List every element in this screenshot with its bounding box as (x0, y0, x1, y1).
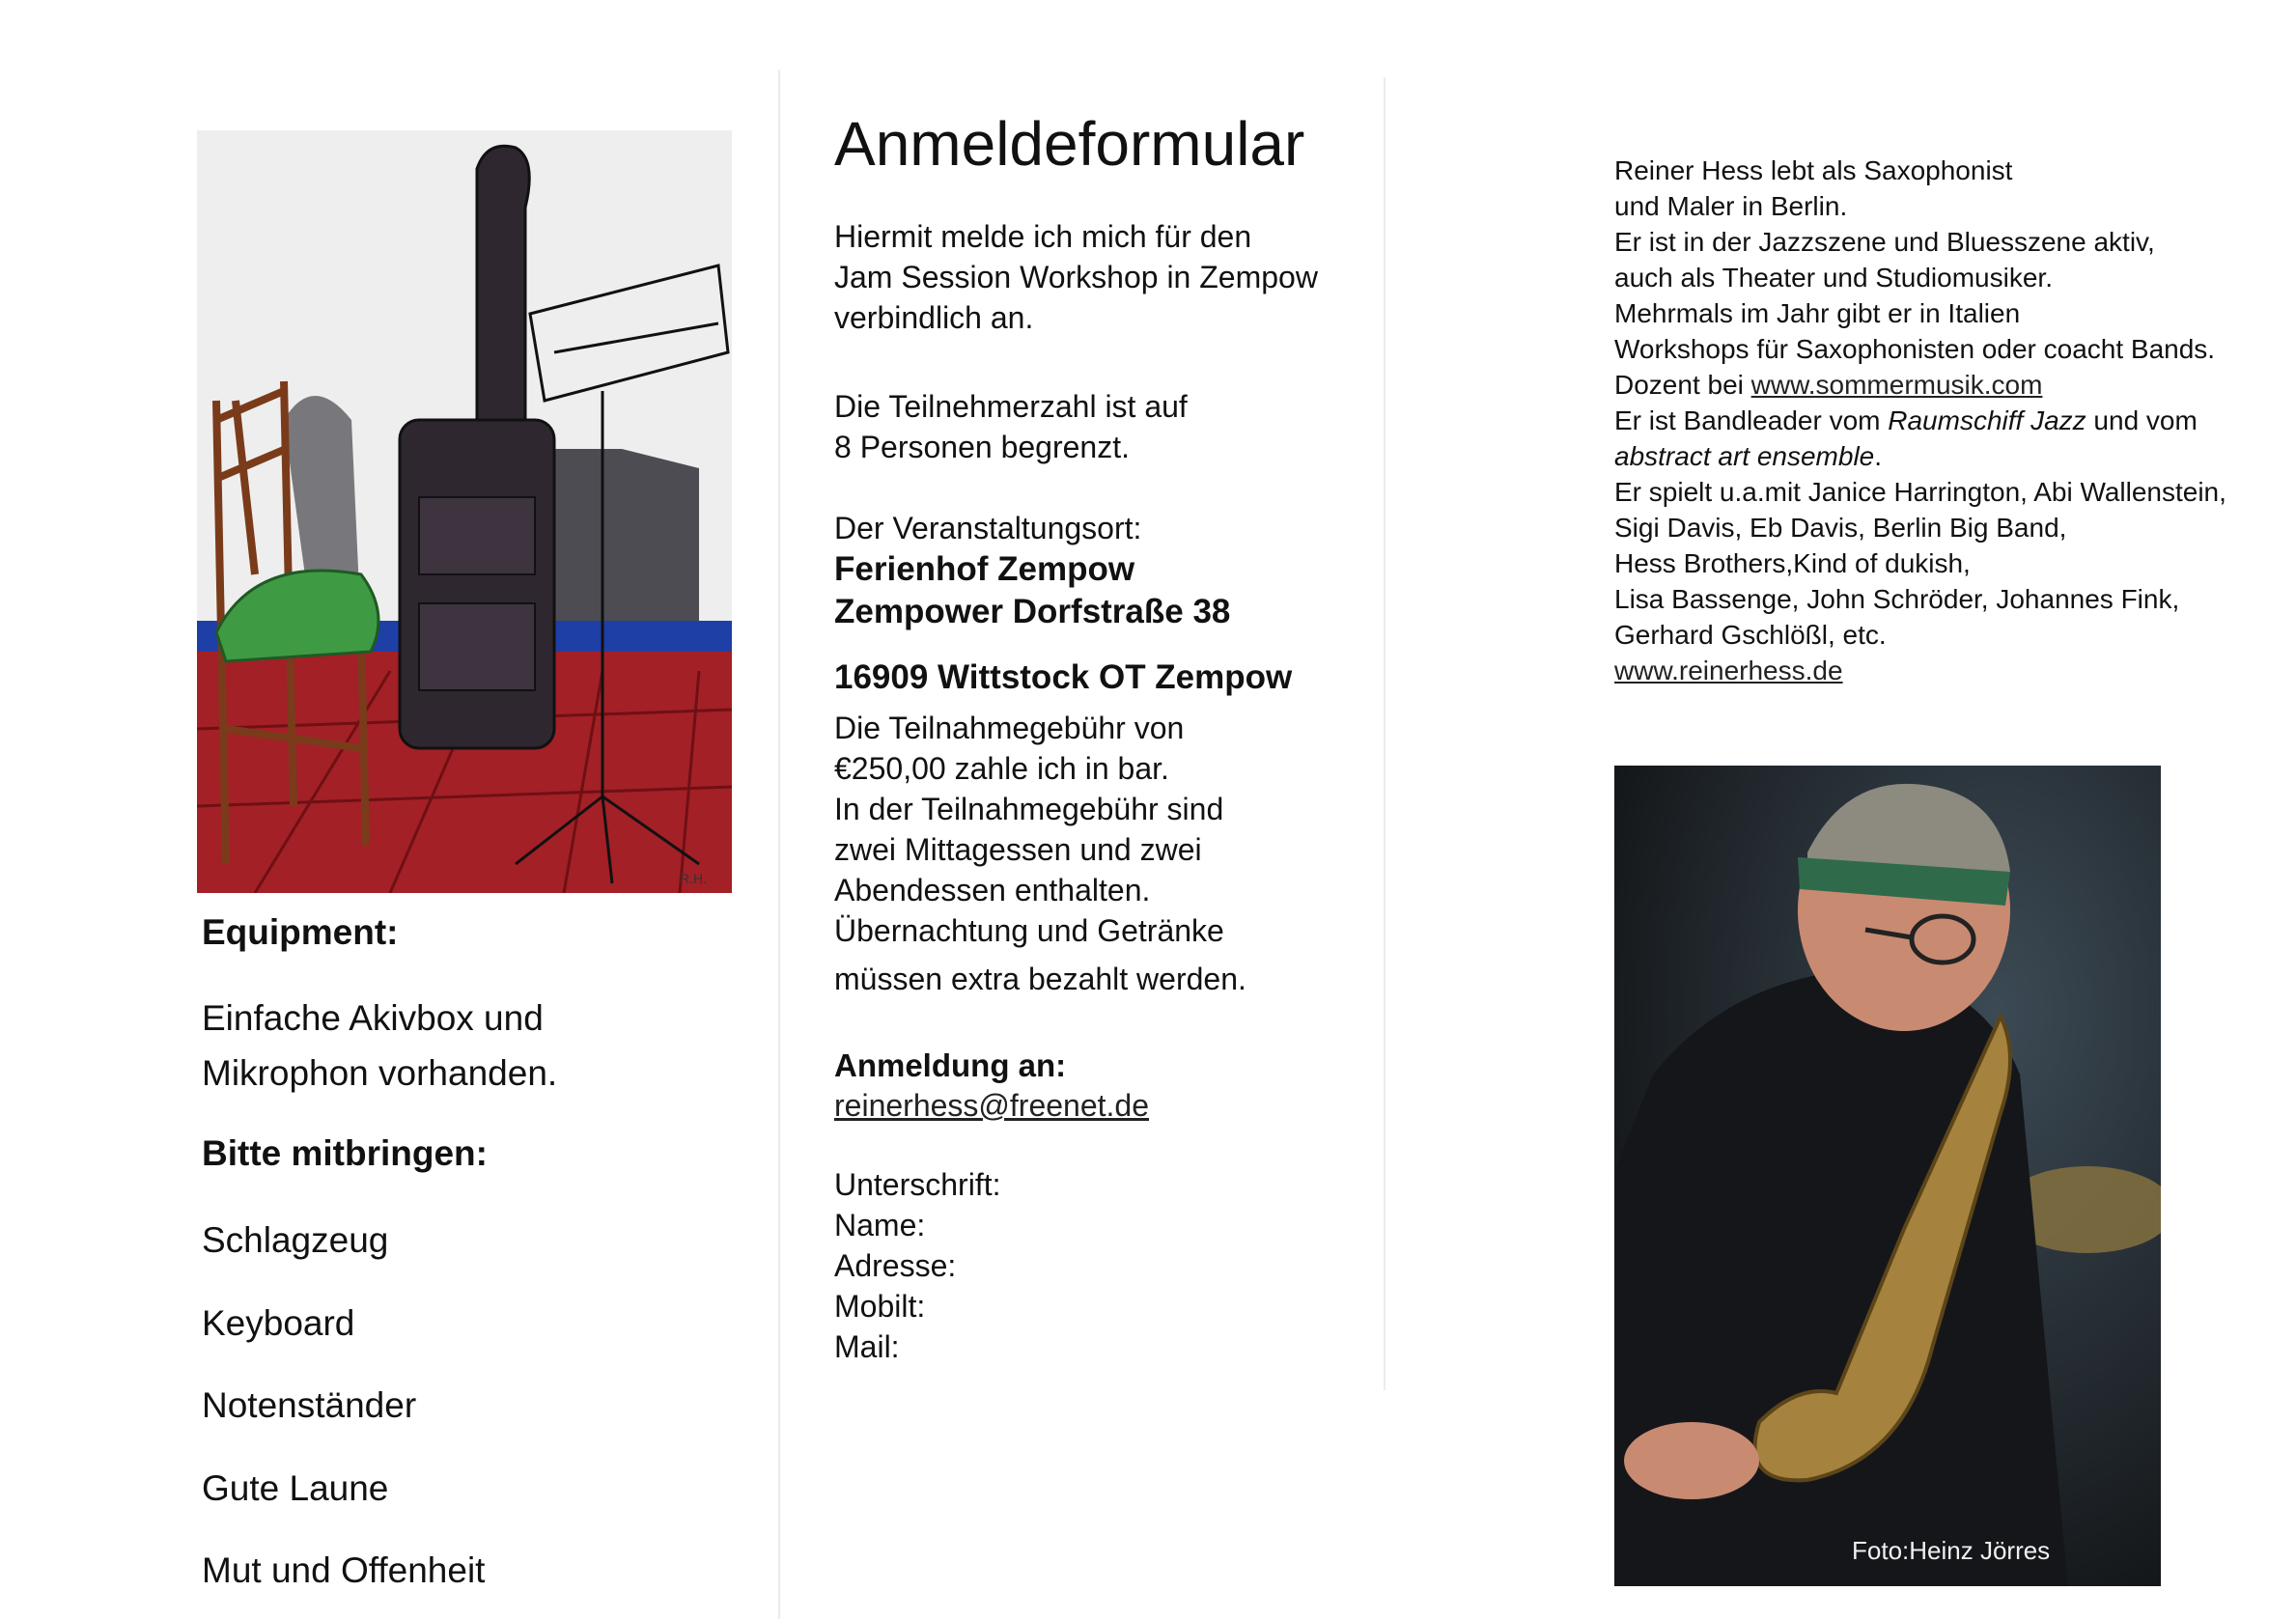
bio-text-segment: und vom (2086, 405, 2198, 435)
venue-name: Ferienhof Zempow (834, 550, 1135, 588)
name-field-label: Name: (834, 1208, 926, 1242)
bring-item: Notenständer (202, 1385, 417, 1425)
bio-line: Er spielt u.a.mit Janice Harrington, Abi Wallenstein, (1614, 477, 2226, 507)
bio-line (1614, 438, 2226, 474)
column-divider-right (1384, 77, 1386, 1390)
intro-line: Hiermit melde ich mich für den (834, 219, 1252, 254)
fee-line: Übernachtung und Getränke (834, 913, 1224, 948)
painting-signature: R.H. (680, 871, 707, 886)
bio-line: Reiner Hess lebt als Saxophonist (1614, 155, 2013, 185)
bring-item: Schlagzeug (202, 1220, 389, 1260)
website-link[interactable]: www.reinerhess.de (1614, 656, 1843, 685)
fee-line: €250,00 zahle ich in bar. (834, 751, 1169, 786)
equipment-line: Einfache Akivbox und (202, 998, 544, 1038)
fee-line: müssen extra bezahlt werden. (834, 962, 1246, 996)
sommermusik-link[interactable]: www.sommermusik.com (1750, 370, 2043, 400)
form-fields (834, 1164, 1000, 1367)
fee-line: Die Teilnahmegebühr von (834, 711, 1185, 745)
painting-image (197, 130, 732, 893)
fee-line: In der Teilnahmegebühr sind (834, 792, 1224, 826)
bring-heading: Bitte mitbringen: (202, 1133, 488, 1173)
fee-line: zwei Mittagessen und zwei (834, 832, 1202, 867)
mobile-field-label: Mobilt: (834, 1289, 926, 1324)
bio-line: Lisa Bassenge, John Schröder, Johannes Fink, (1614, 584, 2180, 614)
bring-item: Mut und Offenheit (202, 1550, 486, 1590)
bio-line (1614, 403, 2226, 438)
bio-line: Mehrmals im Jahr gibt er in Italien (1614, 298, 2021, 328)
fee-line: Abendessen enthalten. (834, 873, 1151, 907)
signature-field-label: Unterschrift: (834, 1167, 1001, 1202)
bio-line: Er ist in der Jazzszene und Bluesszene aktiv, (1614, 227, 2155, 257)
band-name: abstract art ensemble (1614, 441, 1875, 471)
bio-line: Hess Brothers,Kind of dukish, (1614, 548, 1971, 578)
bring-item: Keyboard (202, 1303, 355, 1343)
bio-text-segment: . (1874, 441, 1883, 471)
venue-street: Zempower Dorfstraße 38 (834, 593, 1231, 630)
bring-item: Gute Laune (202, 1468, 389, 1508)
address-field-label: Adresse: (834, 1248, 957, 1283)
register-email-link[interactable]: reinerhess@freenet.de (834, 1088, 1149, 1123)
bio-line: und Maler in Berlin. (1614, 191, 1848, 221)
participants-text (834, 386, 1188, 467)
bio-line: Sigi Davis, Eb Davis, Berlin Big Band, (1614, 513, 2067, 543)
participants-line: 8 Personen begrenzt. (834, 430, 1130, 464)
photo-credit: Foto:Heinz Jörres (1852, 1536, 2051, 1565)
bio-line (1614, 367, 2226, 403)
band-name: Raumschiff Jazz (1888, 405, 2086, 435)
intro-line: Jam Session Workshop in Zempow (834, 260, 1318, 294)
equipment-heading: Equipment: (202, 912, 399, 952)
register-label: Anmeldung an: (834, 1047, 1067, 1083)
venue-city: 16909 Wittstock OT Zempow (834, 658, 1293, 696)
bio-text-segment: Er ist Bandleader vom (1614, 405, 1889, 435)
bio-line (1614, 653, 2226, 688)
venue-label: Der Veranstaltungsort: (834, 511, 1142, 545)
bio-line: Gerhard Gschlößl, etc. (1614, 620, 1887, 650)
bio-line: auch als Theater und Studiomusiker. (1614, 263, 2053, 293)
page-title: Anmeldeformular (834, 109, 1305, 179)
intro-line: verbindlich an. (834, 300, 1034, 335)
bio-text-segment: Dozent bei (1614, 370, 1751, 400)
musician-photo (1614, 766, 2161, 1586)
bio-text (1614, 153, 2226, 688)
mail-field-label: Mail: (834, 1329, 900, 1364)
equipment-line: Mikrophon vorhanden. (202, 1053, 558, 1093)
column-divider-left (778, 70, 780, 1619)
bio-line: Workshops für Saxophonisten oder coacht Bands. (1614, 334, 2216, 364)
fee-text (834, 708, 1246, 999)
intro-text (834, 216, 1318, 338)
participants-line: Die Teilnehmerzahl ist auf (834, 389, 1188, 424)
equipment-text (202, 991, 557, 1101)
